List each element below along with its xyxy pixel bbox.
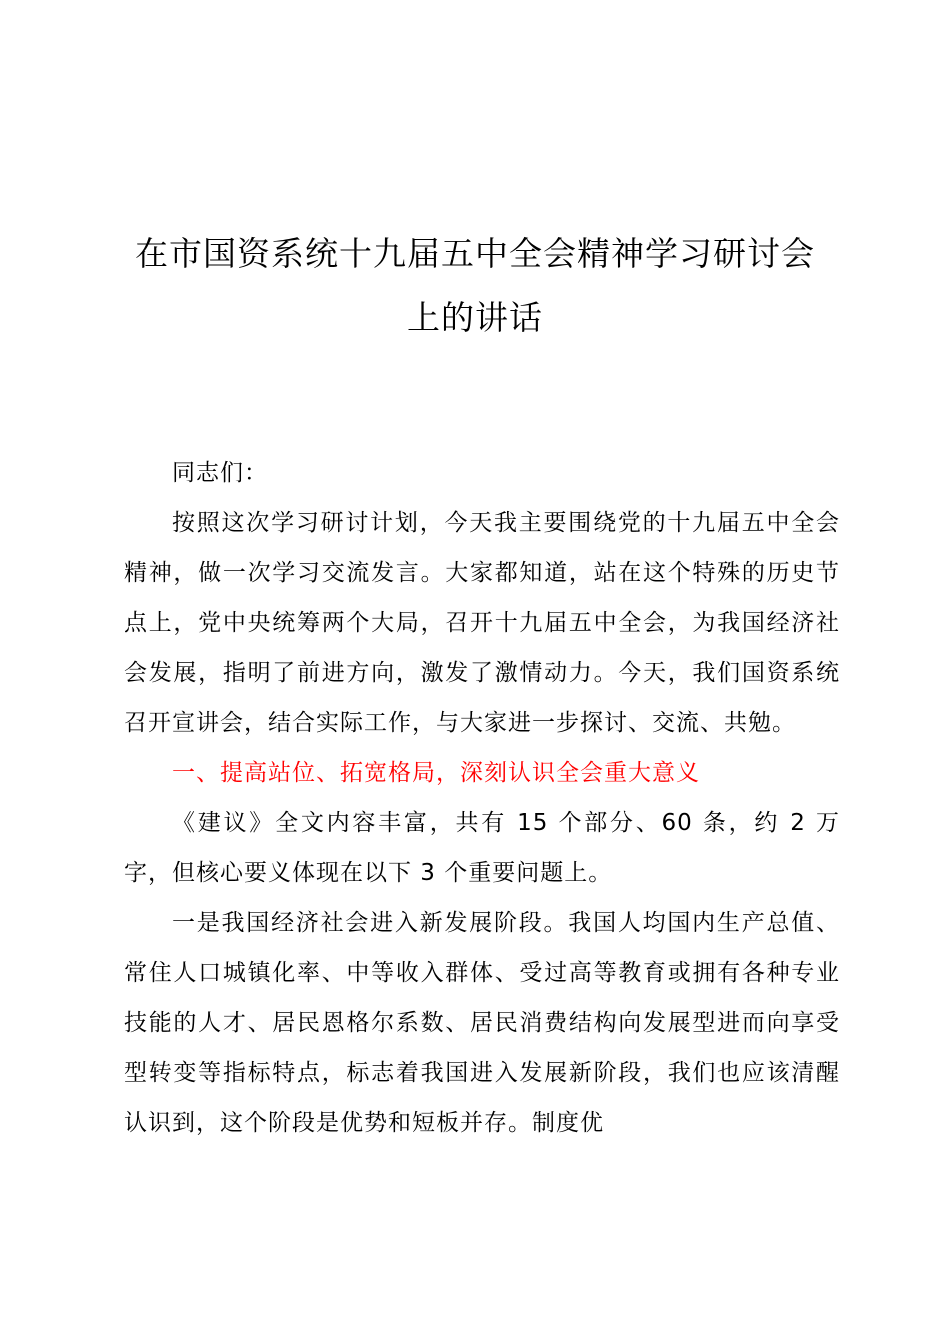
section-heading: 一、提高站位、拓宽格局，深刻认识全会重大意义	[172, 760, 700, 786]
paragraph: 按照这次学习研讨计划，今天我主要围绕党的十九届五中全会精神，做一次学习交流发言。大家都知道，站在这个特殊的历史节点上，党中央统筹两个大局，召开十九届五中全会，为我国经济社会发展，指明了前进方向，激发了激情动力。今天，我们国资系统召开宣讲会，结合实际工作，与大家进一步探讨、交流、共勉。	[124, 510, 840, 736]
document-body	[124, 448, 840, 1148]
title-line-1: 在市国资系统十九届五中全会精神学习研讨会	[135, 234, 815, 273]
paragraph: 一是我国经济社会进入新发展阶段。我国人均国内生产总值、常住人口城镇化率、中等收入群体、受过高等教育或拥有各种专业技能的人才、居民恩格尔系数、居民消费结构向发展型进而向享受型转变等指标特点，标志着我国进入发展新阶段，我们也应该清醒认识到，这个阶段是优势和短板并存。制度优	[124, 910, 840, 1136]
paragraph: 《建议》全文内容丰富，共有 15 个部分、60 条，约 2 万字，但核心要义体现在以下 3 个重要问题上。	[124, 810, 840, 886]
document-title	[110, 222, 840, 350]
title-line-2: 上的讲话	[407, 298, 543, 337]
salutation: 同志们：	[172, 460, 268, 486]
